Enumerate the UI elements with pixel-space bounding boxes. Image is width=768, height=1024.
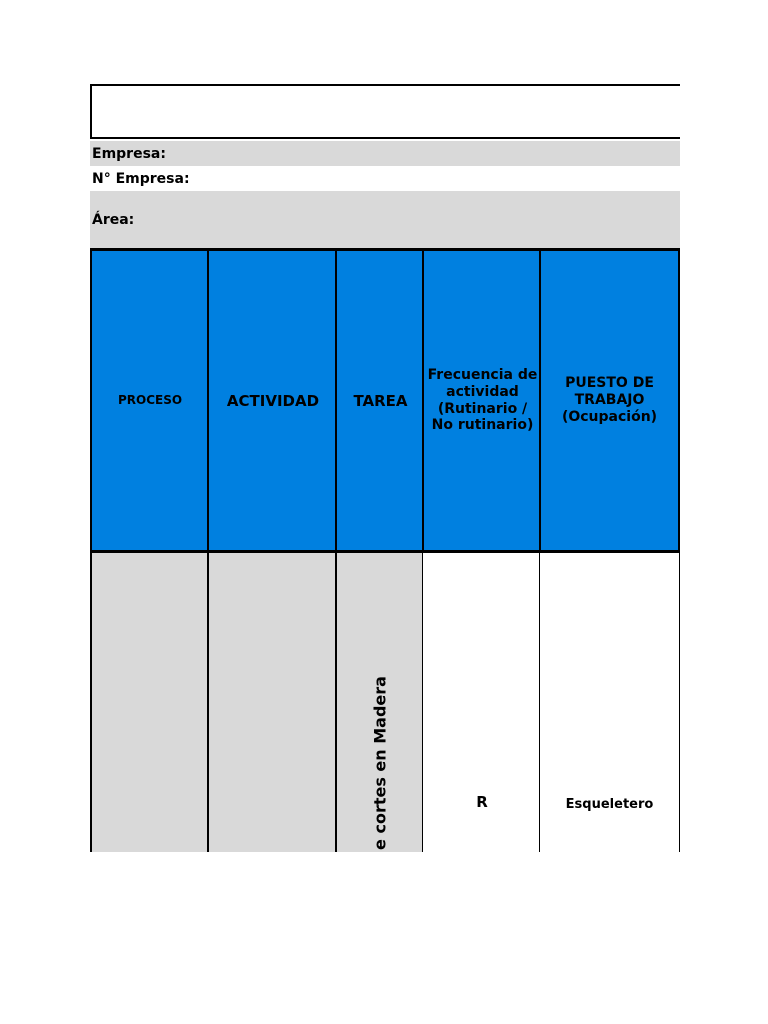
header-actividad-label: ACTIVIDAD: [226, 391, 320, 410]
area-row: [90, 191, 680, 248]
cell-puesto-value: Esqueletero: [565, 797, 654, 812]
header-proceso-label: PROCESO: [117, 393, 183, 408]
n-empresa-label: N° Empresa:: [92, 170, 190, 187]
title-box: [90, 84, 680, 139]
n-empresa-row: [90, 166, 680, 191]
spreadsheet-page: [90, 84, 680, 852]
cell-frecuencia-value: R: [476, 793, 488, 811]
header-proceso: [90, 251, 208, 550]
cell-actividad: [207, 553, 337, 852]
cell-proceso: [90, 553, 208, 852]
area-label: Área:: [92, 211, 135, 228]
header-tarea-label: TAREA: [353, 391, 408, 410]
table-header-row: [90, 248, 680, 553]
header-puesto-label: PUESTO DE TRABAJO (Ocupación): [561, 375, 658, 425]
cell-puesto: [539, 553, 680, 852]
header-tarea: [335, 251, 424, 550]
empresa-label: Empresa:: [92, 145, 166, 162]
header-frecuencia-label: Frecuencia de actividad (Rutinario / No rutinario): [427, 366, 538, 434]
empresa-row: [90, 141, 680, 166]
cell-tarea-value: e cortes en Madera: [370, 676, 390, 850]
table-row: [90, 553, 680, 852]
header-frecuencia: [422, 251, 541, 550]
header-puesto: [539, 251, 680, 550]
cell-frecuencia: [422, 553, 541, 852]
cell-tarea-clip: [337, 553, 423, 852]
header-actividad: [207, 251, 337, 550]
cell-tarea: [335, 553, 424, 852]
